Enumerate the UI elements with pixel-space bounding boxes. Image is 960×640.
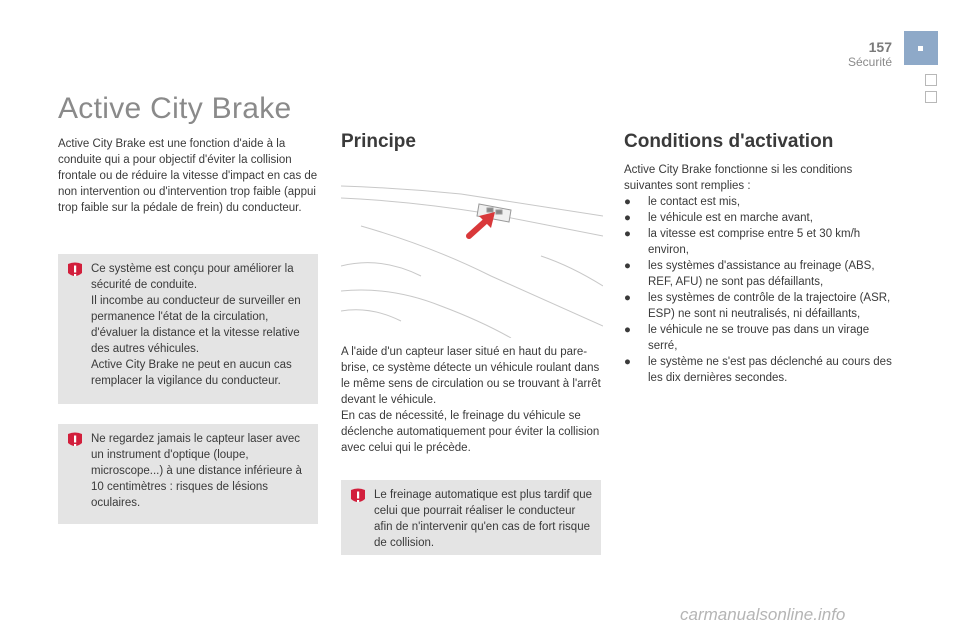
warning-box xyxy=(341,480,601,555)
section-label: Sécurité xyxy=(847,55,892,69)
list-item-text: le système ne s'est pas déclenché au cours des les dix dernières secondes. xyxy=(648,356,892,384)
page-number: 157 xyxy=(868,39,892,55)
principe-text: A l'aide d'un capteur laser situé en haut du pare-brise, ce système détecte un véhicule roulant dans le même sens de circulation ou se trouvant à l'arrêt devant le véhicule. En cas de nécessité, le freinage du véhicule se déclenche automatiquement pour éviter la collision avec celui qui le précède. xyxy=(341,346,601,454)
bullet-icon: ● xyxy=(624,196,631,208)
list-item xyxy=(624,354,894,386)
warning-text: Ne regardez jamais le capteur laser avec un instrument d'optique (loupe, microscope...) à une distance inférieure à 10 centimètres : risques de lésions oculaires. xyxy=(91,433,302,509)
conditions-intro: Active City Brake fonctionne si les conditions suivantes sont remplies : xyxy=(624,164,853,192)
list-item xyxy=(624,290,894,322)
list-item xyxy=(624,322,894,354)
bullet-icon: ● xyxy=(624,212,631,224)
warning-box xyxy=(58,254,318,404)
windscreen-sensor-illustration xyxy=(341,176,603,338)
chapter-box-icon xyxy=(925,91,937,103)
warning-icon xyxy=(349,488,367,506)
list-item-text: les systèmes de contrôle de la trajectoire (ASR, ESP) ne sont ni neutralisés, ni défaillants, xyxy=(648,292,891,320)
principe-heading: Principe xyxy=(341,131,416,152)
conditions-heading: Conditions d'activation xyxy=(624,131,834,152)
chapter-box-icon xyxy=(925,74,937,86)
warning-icon xyxy=(66,432,84,450)
watermark: carmanualsonline.info xyxy=(680,605,846,624)
warning-text: Ce système est conçu pour améliorer la sécurité de conduite. Il incombe au conducteur de surveiller en permanence l'état de la circulation, d'évaluer la distance et la vitesse relative des autres véhicules. Active City Brake ne peut en aucun cas remplacer la vigilance du conducteur. xyxy=(91,263,301,387)
page-title: Active City Brake xyxy=(58,92,292,125)
bullet-icon: ● xyxy=(624,292,631,304)
list-item-text: les systèmes d'assistance au freinage (ABS, REF, AFU) ne sont pas défaillants, xyxy=(648,260,875,288)
list-item-text: le véhicule ne se trouve pas dans un virage serré, xyxy=(648,324,870,352)
list-item-text: la vitesse est comprise entre 5 et 30 km/h environ, xyxy=(648,228,861,256)
pointer-arrow-icon xyxy=(469,212,495,236)
bullet-icon: ● xyxy=(624,260,631,272)
warning-box xyxy=(58,424,318,524)
warning-text: Le freinage automatique est plus tardif que celui que pourrait réaliser le conducteur afin de n'intervenir qu'en cas de fort risque de collision. xyxy=(374,489,593,549)
tab-marker-icon xyxy=(918,46,923,51)
list-item xyxy=(624,210,894,226)
warning-icon xyxy=(66,262,84,280)
intro-paragraph: Active City Brake est une fonction d'aide à la conduite qui a pour objectif d'éviter la collision frontale ou de réduire la vitesse d'impact en cas de non intervention ou d'intervention trop faible (appui trop faible sur la pédale de frein) du conducteur. xyxy=(58,138,318,214)
list-item xyxy=(624,226,894,258)
bullet-icon: ● xyxy=(624,228,631,240)
conditions-list xyxy=(624,194,894,386)
list-item xyxy=(624,258,894,290)
list-item-text: le véhicule est en marche avant, xyxy=(648,212,813,224)
chapter-tab xyxy=(904,31,938,65)
bullet-icon: ● xyxy=(624,356,631,368)
list-item-text: le contact est mis, xyxy=(648,196,741,208)
list-item xyxy=(624,194,894,210)
bullet-icon: ● xyxy=(624,324,631,336)
